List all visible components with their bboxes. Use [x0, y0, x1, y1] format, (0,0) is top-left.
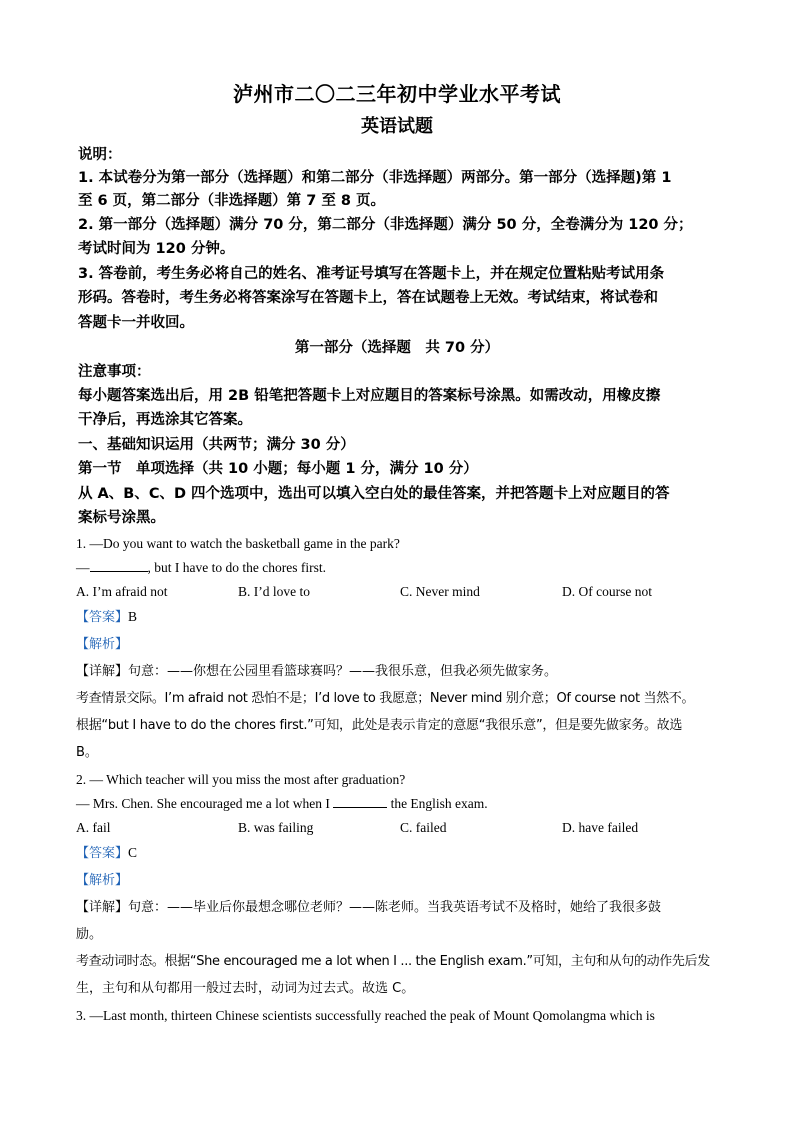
question-2-stem: 2. — Which teacher will you miss the most after graduation? [76, 772, 406, 787]
instruction-3-line-1: 3. 答卷前，考生务必将自己的姓名、准考证号填写在答题卡上，并在规定位置粘贴考试用条 [78, 266, 665, 282]
detail-label: 【详解】 [76, 900, 129, 915]
analysis-label: 【解析】 [76, 873, 129, 888]
notice-line-1: 每小题答案选出后，用 2B 铅笔把答题卡上对应题目的答案标号涂黑。如需改动，用橡皮擦 [78, 388, 661, 404]
instruction-1-line-2: 至 6 页，第二部分（非选择题）第 7 至 8 页。 [78, 193, 386, 209]
question-1-option-d: D. Of course not [562, 584, 652, 599]
answer-label: 【答案】 [76, 846, 129, 861]
answer-blank [333, 794, 387, 808]
instruction-2-line-1: 2. 第一部分（选择题）满分 70 分，第二部分（非选择题）满分 50 分，全卷满分为 120 分； [78, 217, 693, 233]
question-1-option-b: B. I’d love to [238, 584, 310, 599]
question-2-option-b: B. was failing [238, 820, 314, 835]
question-1-detail-line-2: 考查情景交际。I’m afraid not 恐怕不是；I’d love to 我愿意；Never mind 别介意；Of course not 当然不。 [76, 691, 695, 706]
exam-title: 泸州市二〇二三年初中学业水平考试 [233, 82, 561, 106]
instruction-3-line-3: 答题卡一并收回。 [78, 315, 194, 331]
question-1-analysis [76, 632, 726, 657]
question-1-response [76, 556, 726, 580]
question-2-detail-line-1 [76, 896, 726, 920]
instruction-1-line-1: 1. 本试卷分为第一部分（选择题）和第二部分（非选择题）两部分。第一部分（选择题)第 1 [78, 170, 672, 186]
notice-heading: 注意事项： [78, 364, 151, 380]
question-1-option-c: C. Never mind [400, 584, 480, 599]
question-2-option-a: A. fail [76, 820, 111, 835]
section-heading: 一、基础知识运用（共两节；满分 30 分） [78, 437, 355, 453]
answer-value: B [128, 609, 138, 624]
question-2-option-d: D. have failed [562, 820, 639, 835]
question-2-analysis [76, 868, 726, 893]
question-1-dash: — [76, 560, 90, 575]
question-1-detail-line-3: 根据“but I have to do the chores first.”可知，此处是表示肯定的意愿“我很乐意”，但是要先做家务。故选 [76, 718, 683, 733]
question-1-answer [76, 605, 726, 630]
answer-label: 【答案】 [76, 610, 129, 625]
instructions-heading: 说明： [78, 147, 122, 163]
exam-subtitle: 英语试题 [361, 116, 433, 137]
question-1-option-a: A. I’m afraid not [76, 584, 168, 599]
answer-blank [90, 558, 148, 572]
question-2-detail-line-2: 励。 [76, 927, 103, 942]
question-2-response [76, 792, 726, 816]
analysis-label: 【解析】 [76, 637, 129, 652]
question-2-detail-line-4: 生，主句和从句都用一般过去时，动词为过去式。故选 C。 [76, 981, 415, 996]
question-2-response-pre: — Mrs. Chen. She encouraged me a lot when I [76, 796, 334, 811]
question-2-answer [76, 841, 726, 866]
answer-value: C [128, 845, 138, 860]
question-2-detail-line-3: 考查动词时态。根据“She encouraged me a lot when I ... the English exam.”可知，主句和从句的动作先后发 [76, 954, 710, 969]
instruction-3-line-2: 形码。答卷时，考生务必将答案涂写在答题卡上，答在试题卷上无效。考试结束，将试卷和 [78, 290, 658, 306]
detail-text: 句意：——你想在公园里看篮球赛吗？——我很乐意，但我必须先做家务。 [128, 664, 558, 679]
question-1-detail-line-1 [76, 660, 726, 684]
subsection-heading: 第一节 单项选择（共 10 小题；每小题 1 分，满分 10 分） [78, 461, 478, 477]
question-1-response-text: , but I have to do the chores first. [147, 560, 326, 575]
instruction-2-line-2: 考试时间为 120 分钟。 [78, 241, 235, 257]
question-2-option-c: C. failed [400, 820, 447, 835]
question-1-detail-line-4: B。 [76, 745, 98, 760]
question-3-stem: 3. —Last month, thirteen Chinese scientists successfully reached the peak of Mount Qomolangma which is [76, 1008, 655, 1023]
notice-line-2: 干净后，再选涂其它答案。 [78, 412, 252, 428]
detail-text: 句意：——毕业后你最想念哪位老师？——陈老师。当我英语考试不及格时，她给了我很多鼓 [128, 900, 662, 915]
direction-line-1: 从 A、B、C、D 四个选项中，选出可以填入空白处的最佳答案，并把答题卡上对应题目的答 [78, 486, 670, 502]
question-2-response-post: the English exam. [387, 796, 488, 811]
part1-heading: 第一部分（选择题 共 70 分） [294, 340, 500, 356]
detail-label: 【详解】 [76, 664, 129, 679]
direction-line-2: 案标号涂黑。 [78, 510, 165, 526]
question-1-stem: 1. —Do you want to watch the basketball game in the park? [76, 536, 400, 551]
